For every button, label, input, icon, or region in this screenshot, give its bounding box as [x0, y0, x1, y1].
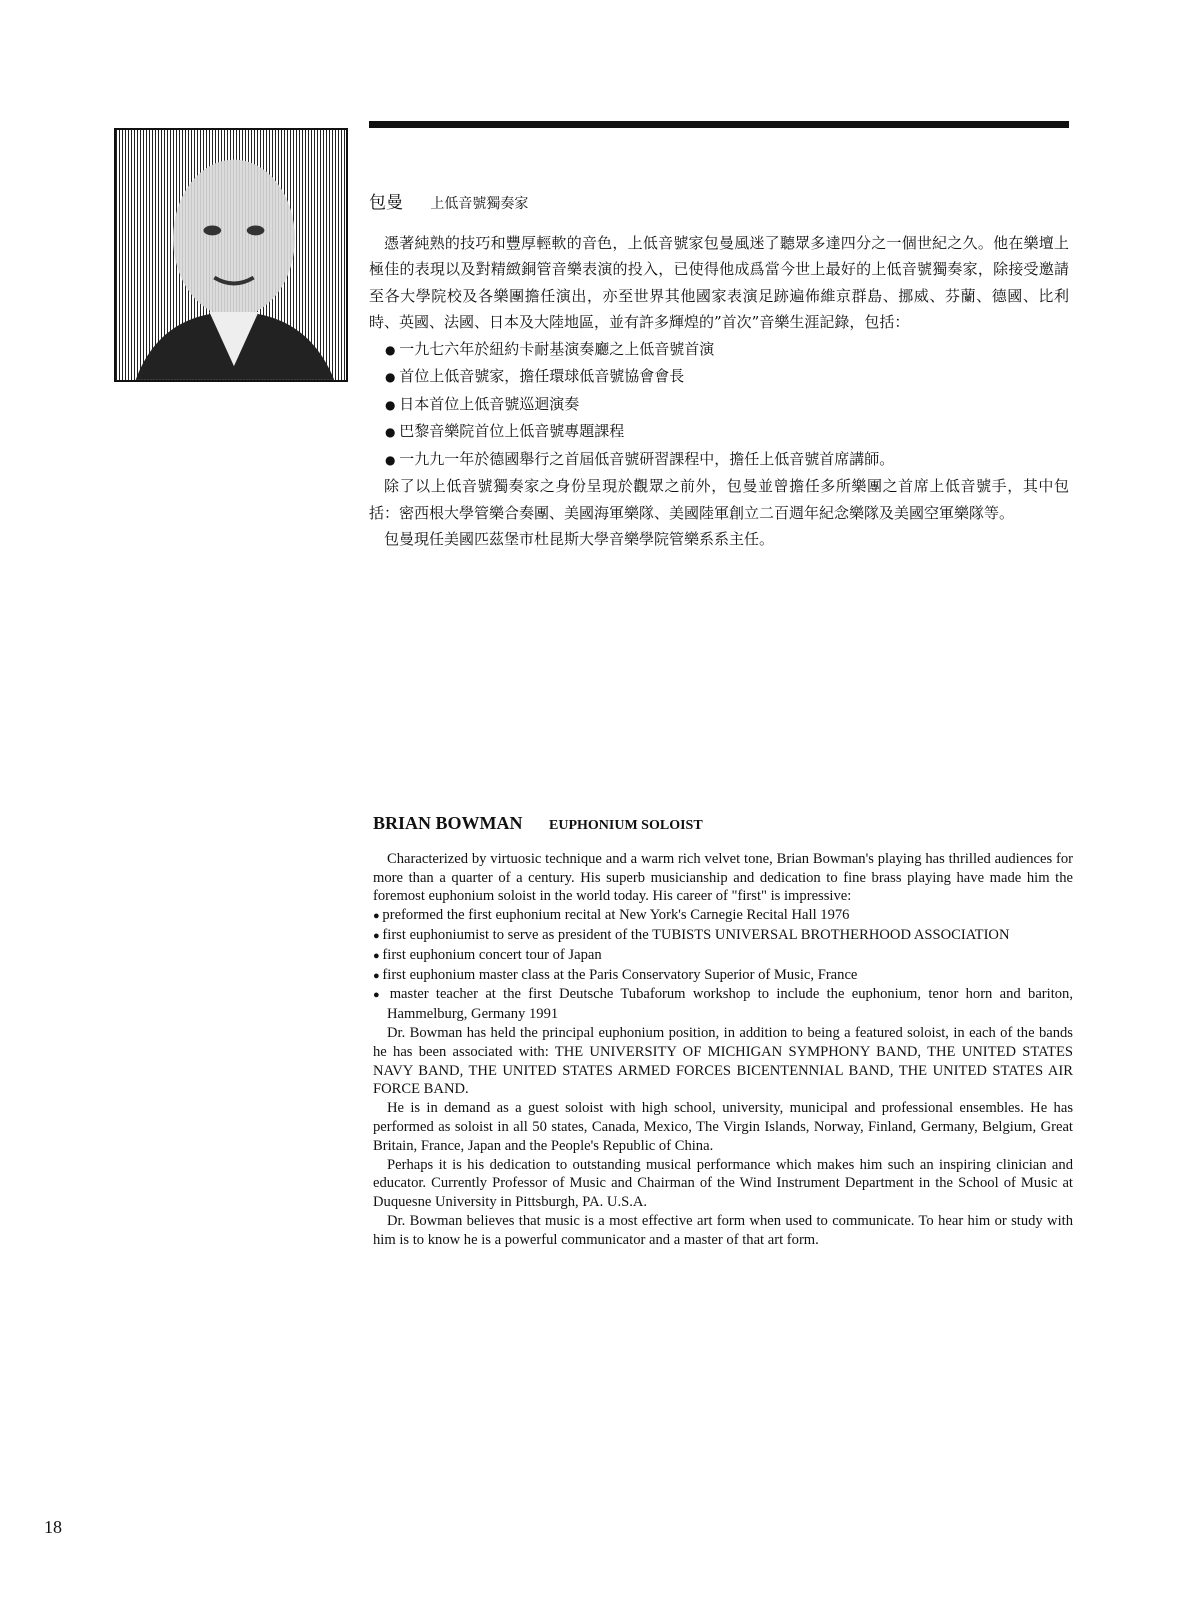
portrait-figure	[116, 130, 346, 380]
chinese-paragraph: 包曼現任美國匹茲堡市杜昆斯大學音樂學院管樂系系主任。	[384, 530, 775, 548]
english-bullet-list	[373, 906, 1073, 1024]
english-intro: Characterized by virtuosic technique and a warm rich velvet tone, Brian Bowman's playing has thrilled audiences for more than a quarter of a century. His superb musicianship and dedication to fine brass playing have made him the foremost euphonium soloist in the world today. His career of "first" is impressive:	[373, 850, 1073, 905]
english-bullet: ● first euphonium concert tour of Japan	[373, 946, 1073, 966]
english-paragraph: Perhaps it is his dedication to outstanding musical performance which makes him such an inspiring clinician and educator. Currently Professor of Music and Chairman of the Wind Instrument Department in the School of Music at Duquesne University in Pittsburgh, PA. U.S.A.	[373, 1156, 1073, 1211]
english-heading	[373, 814, 1073, 836]
chinese-heading	[369, 190, 1069, 218]
portrait-photo	[114, 128, 348, 382]
chinese-intro: 憑著純熟的技巧和豐厚輕軟的音色，上低音號家包曼風迷了聽眾多達四分之一個世紀之久。他在樂壇上極佳的表現以及對精緻銅管音樂表演的投入，已使得他成爲當今世上最好的上低音號獨奏家，除接受邀請至各大學院校及各樂團擔任演出，亦至世界其他國家表演足跡遍佈維京群島、挪威、芬蘭、德國、比利時、英國、法國、日本及大陸地區，並有許多輝煌的”首次”音樂生涯記錄，包括：	[369, 233, 1069, 331]
chinese-bullet-list	[369, 336, 1069, 474]
english-bullet: ● master teacher at the first Deutsche Tubaforum workshop to include the euphonium, tenor horn and bariton, Hammelburg, Germany 1991	[373, 985, 1073, 1024]
english-paragraph: Dr. Bowman has held the principal euphonium position, in addition to being a featured soloist, in each of the bands he has been associated with: THE UNIVERSITY OF MICHIGAN SYMPHONY BAND, THE UNITED STATES NAVY BAND, THE UNITED STATES ARMED FORCES BICENTENNIAL BAND, THE UNITED STATES AIR FORCE BAND.	[373, 1024, 1073, 1098]
chinese-role: 上低音號獨奏家	[430, 196, 529, 212]
chinese-paragraph: 除了以上低音號獨奏家之身份呈現於觀眾之前外，包曼並曾擔任多所樂團之首席上低音號手，其中包括：密西根大學管樂合奏團、美國海軍樂隊、美國陸軍創立二百週年紀念樂隊及美國空軍樂隊等。	[369, 477, 1069, 522]
chinese-bullet: ● 首位上低音號家，擔任環球低音號協會會長	[385, 363, 1069, 391]
english-role: EUPHONIUM SOLOIST	[549, 818, 703, 833]
top-rule	[369, 121, 1069, 128]
english-bio	[373, 814, 1073, 1250]
english-paragraph: Dr. Bowman believes that music is a most effective art form when used to communicate. To hear him or study with him is to know he is a powerful communicator and a master of that art form.	[373, 1212, 1073, 1248]
chinese-name: 包曼	[369, 193, 403, 213]
page-number: 18	[44, 1517, 62, 1537]
english-bullet: ● first euphoniumist to serve as president of the TUBISTS UNIVERSAL BROTHERHOOD ASSOCIATION	[373, 926, 1073, 946]
english-bullet: ● first euphonium master class at the Paris Conservatory Superior of Music, France	[373, 966, 1073, 986]
chinese-bullet: ● 一九九一年於德國舉行之首屆低音號研習課程中，擔任上低音號首席講師。	[385, 446, 1069, 474]
chinese-bullet: ● 一九七六年於紐約卡耐基演奏廳之上低音號首演	[385, 336, 1069, 364]
english-name: BRIAN BOWMAN	[373, 813, 523, 833]
chinese-bio	[369, 190, 1069, 553]
chinese-bullet: ● 日本首位上低音號巡迴演奏	[385, 391, 1069, 419]
english-bullet: ● preformed the first euphonium recital at New York's Carnegie Recital Hall 1976	[373, 906, 1073, 926]
chinese-bullet: ● 巴黎音樂院首位上低音號專題課程	[385, 418, 1069, 446]
english-paragraph: He is in demand as a guest soloist with high school, university, municipal and professional ensembles. He has performed as soloist in all 50 states, Canada, Mexico, The Virgin Islands, Norway, Finland, Germany, Belgium, Great Britain, France, Japan and the People's Republic of China.	[373, 1100, 1073, 1154]
